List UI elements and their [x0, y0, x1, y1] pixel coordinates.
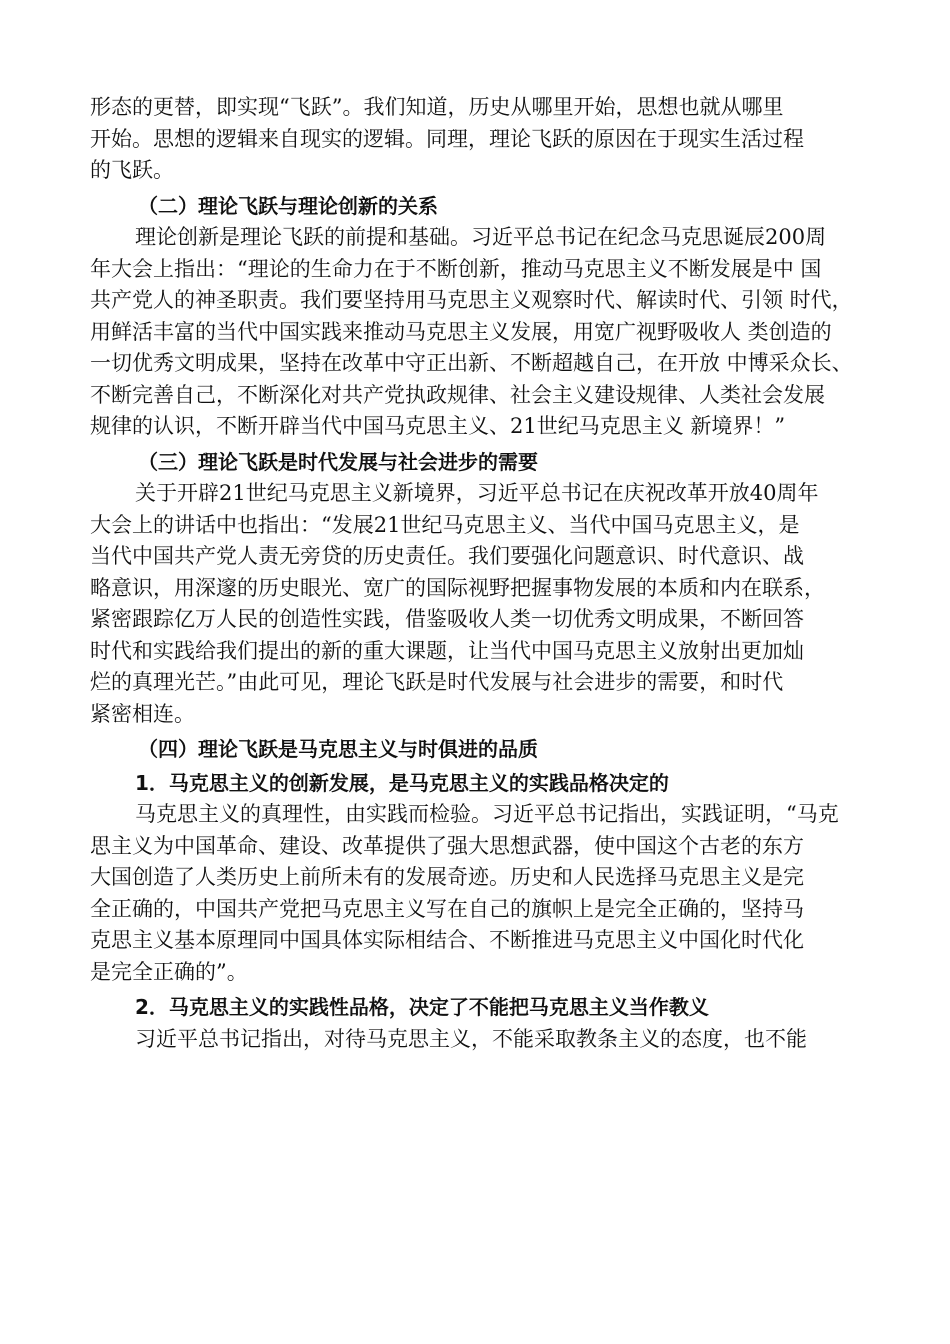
text-line: 习近平总书记指出，对待马克思主义，不能采取教条主义的态度，也不能	[135, 1026, 807, 1051]
text-line: 开始。思想的逻辑来自现实的逻辑。同理，理论飞跃的原因在于现实生活过程	[90, 126, 804, 151]
text-line: 紧密跟踪亿万人民的创造性实践，借鉴吸收人类一切优秀文明成果，不断回答	[90, 607, 804, 631]
text-line: 规律的认识，不断开辟当代中国马克思主义、21世纪马克思主义 新境界！”	[90, 414, 786, 438]
text-line: 年大会上指出：“理论的生命力在于不断创新，推动马克思主义不断发展是中 国	[90, 256, 822, 281]
section-heading-3: （三）理论飞跃是时代发展与社会进步的需要	[138, 449, 538, 474]
text-line: 的飞跃。	[90, 158, 174, 182]
text-line: 当代中国共产党人责无旁贷的历史责任。我们要强化问题意识、时代意识、战	[90, 544, 804, 568]
paragraph-theory-innovation	[90, 222, 890, 443]
text-line: 克思主义基本原理同中国具体实际相结合、不断推进马克思主义中国化时代化	[90, 928, 804, 952]
text-line: 时代和实践给我们提出的新的重大课题，让当代中国马克思主义放射出更加灿	[90, 638, 804, 663]
text-line: 一切优秀文明成果，坚持在改革中守正出新、不断超越自己，在开放 中博采众长、	[90, 351, 853, 375]
paragraph-practice-truth	[90, 799, 890, 988]
subsection-heading-4-2: 2．马克思主义的实践性品格，决定了不能把马克思主义当作教义	[135, 995, 709, 1019]
text-line: 形态的更替，即实现“飞跃”。我们知道，历史从哪里开始，思想也就从哪里	[90, 95, 784, 119]
document-page	[90, 92, 890, 1055]
text-line: 共产党人的神圣职责。我们要坚持用马克思主义观察时代、解读时代、引领 时代，	[90, 288, 853, 312]
text-line: 马克思主义的真理性，由实践而检验。习近平总书记指出，实践证明，“马克	[135, 802, 839, 826]
text-line: 紧密相连。	[90, 701, 195, 726]
paragraph-flying-leap	[90, 92, 890, 187]
text-line: 全正确的，中国共产党把马克思主义写在自己的旗帜上是完全正确的，坚持马	[90, 896, 804, 921]
subsection-heading-4-1: 1．马克思主义的创新发展，是马克思主义的实践品格决定的	[135, 770, 669, 795]
text-line: 略意识，用深邃的历史眼光、宽广的国际视野把握事物发展的本质和内在联系，	[90, 575, 825, 600]
text-line: 理论创新是理论飞跃的前提和基础。习近平总书记在纪念马克思诞辰200周	[135, 225, 827, 249]
text-line: 关于开辟21世纪马克思主义新境界，习近平总书记在庆祝改革开放40周年	[135, 481, 819, 505]
text-line: 烂的真理光芒。”由此可见，理论飞跃是时代发展与社会进步的需要，和时代	[90, 670, 784, 694]
section-heading-4: （四）理论飞跃是马克思主义与时俱进的品质	[138, 737, 538, 761]
text-line: 思主义为中国革命、建设、改革提供了强大思想武器，使中国这个古老的东方	[90, 833, 804, 858]
text-line: 大会上的讲话中也指出：“发展21世纪马克思主义、当代中国马克思主义，是	[90, 512, 800, 537]
text-line: 用鲜活丰富的当代中国实践来推动马克思主义发展，用宽广视野吸收人 类创造的	[90, 319, 832, 344]
paragraph-not-dogma	[90, 1024, 890, 1056]
section-heading-2: （二）理论飞跃与理论创新的关系	[138, 193, 438, 218]
text-line: 是完全正确的”。	[90, 959, 248, 984]
text-line: 大国创造了人类历史上前所未有的发展奇迹。历史和人民选择马克思主义是完	[90, 865, 804, 889]
paragraph-21st-century-marxism	[90, 478, 890, 730]
text-line: 不断完善自己，不断深化对共产党执政规律、社会主义建设规律、人类社会发展	[90, 382, 825, 407]
